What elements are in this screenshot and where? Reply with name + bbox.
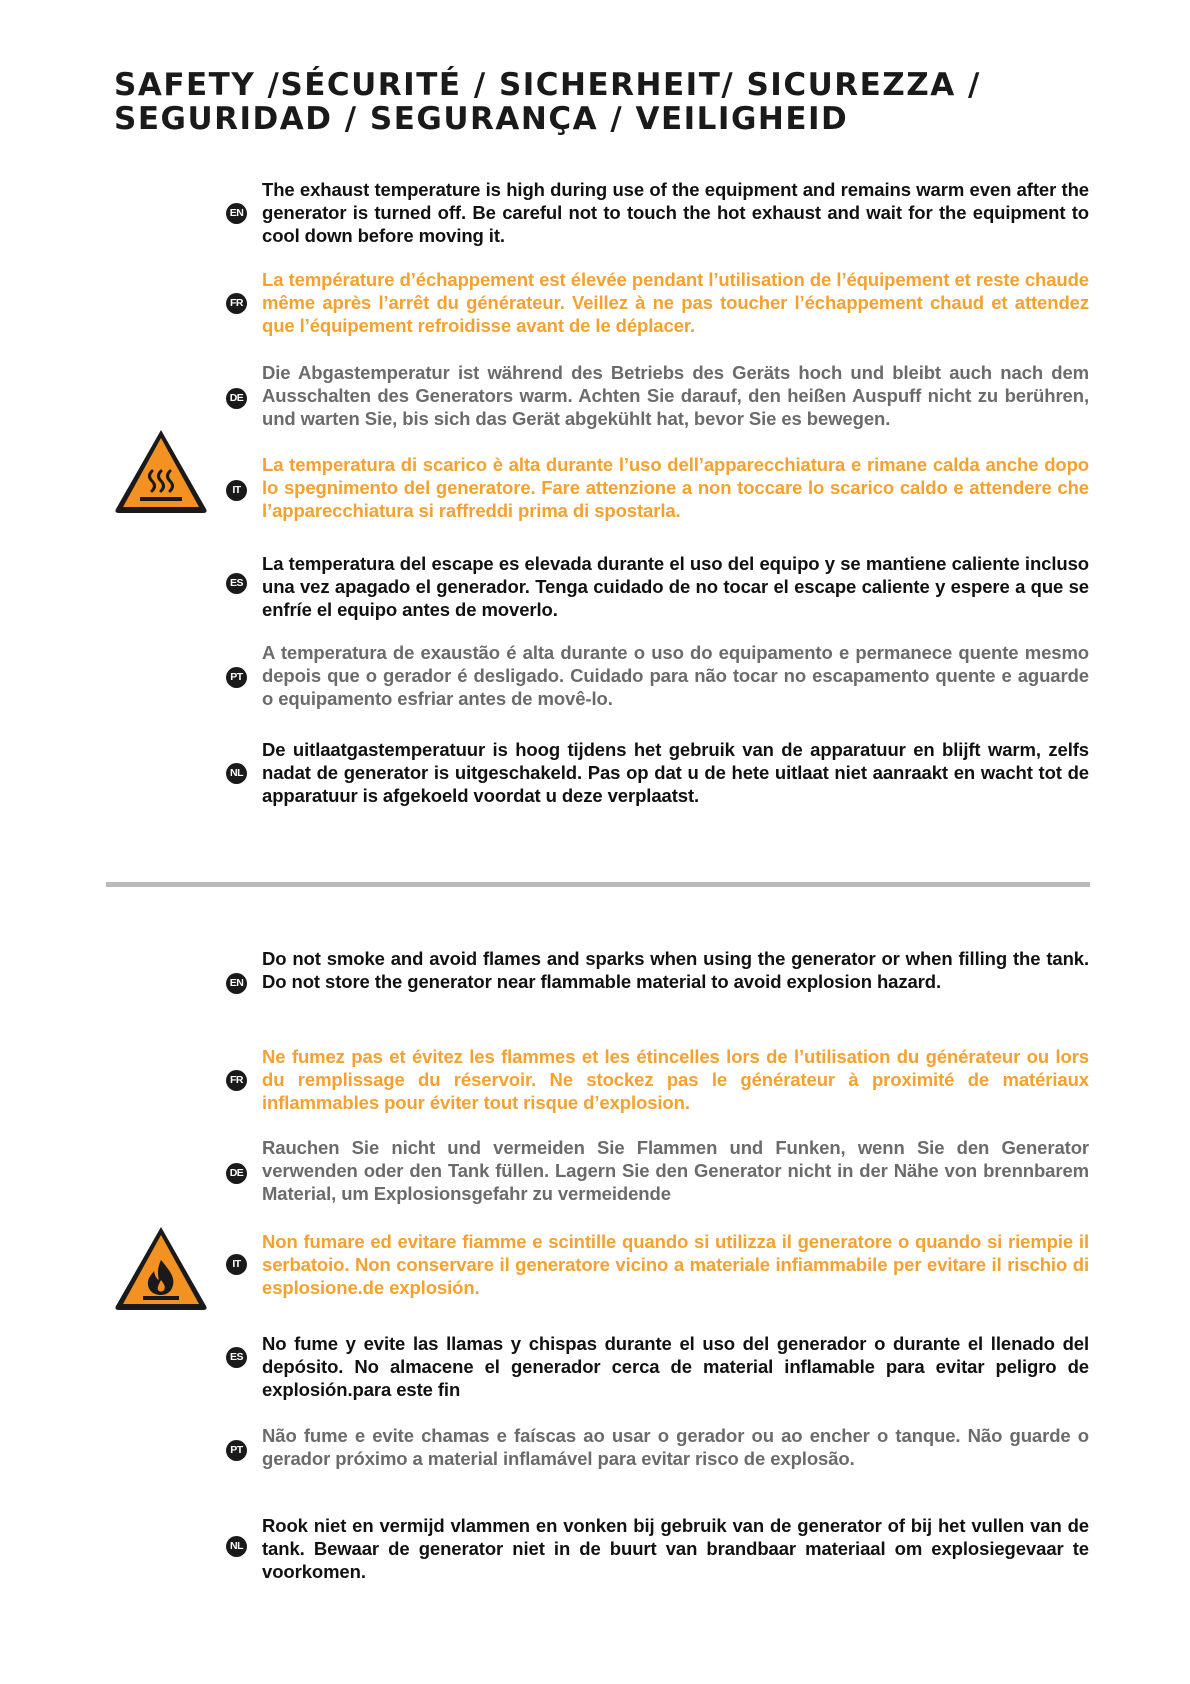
warning-text-pt: A temperatura de exaustão é alta durante o uso do equipamento e permanece quente mesmo depois que o gerador é desligado. Cuidado para não tocar no escapamento quente e aguarde o equipamento esfriar antes de movê-lo. xyxy=(262,642,1089,709)
language-badge-en: EN xyxy=(226,203,247,224)
fire-warning-text-de: Rauchen Sie nicht und vermeiden Sie Flammen und Funken, wenn Sie den Generator verwenden oder den Tank füllen. Lagern Sie den Generator nicht in der Nähe von brennbarem Material, um Explosionsgefahr zu vermeidende xyxy=(262,1137,1089,1204)
warning-text-it: La temperatura di scarico è alta durante l’uso dell’apparecchiatura e rimane calda anche dopo lo spegnimento del generatore. Fare attenzione a non toccare lo scarico caldo e attendere che l’apparecchiatura si raffreddi prima di spostarla. xyxy=(262,454,1089,521)
language-badge-it: IT xyxy=(226,480,247,501)
section-divider xyxy=(106,882,1090,887)
language-badge-es: ES xyxy=(226,573,247,594)
warning-text-de: Die Abgastemperatur ist während des Betriebs des Geräts hoch und bleibt auch nach dem Ausschalten des Generators warm. Achten Sie darauf, den heißen Auspuff nicht zu berühren, und warten Sie, bis sich das Gerät abgekühlt hat, bevor Sie es bewegen. xyxy=(262,362,1089,429)
page-title xyxy=(114,68,981,136)
fire-warning-text-pt: Não fume e evite chamas e faíscas ao usar o gerador ou ao encher o tanque. Não guarde o gerador próximo a material inflamável para evitar risco de explosão. xyxy=(262,1425,1089,1469)
language-badge-pt-2: PT xyxy=(226,1440,247,1461)
warning-text-nl: De uitlaatgastemperatuur is hoog tijdens het gebruik van de apparatuur en blijft warm, zelfs nadat de generator is uitgeschakeld. Pas op dat u de hete uitlaat niet aanraakt en wacht tot de apparatuur is afgekoeld voordat u deze verplaatst. xyxy=(262,739,1089,806)
language-badge-nl-2: NL xyxy=(226,1536,247,1557)
warning-text-fr: La température d’échappement est élevée pendant l’utilisation de l’équipement et reste chaude même après l’arrêt du générateur. Veillez à ne pas toucher l’échappement chaud et attendez que l’équipement refroidisse avant de le déplacer. xyxy=(262,269,1089,336)
fire-warning-text-fr: Ne fumez pas et évitez les flammes et les étincelles lors de l’utilisation du générateur ou lors du remplissage du réservoir. Ne stockez pas le générateur à proximité de matériaux inflammables pour éviter tout risque d’explosion. xyxy=(262,1046,1089,1113)
fire-warning-text-es: No fume y evite las llamas y chispas durante el uso del generador o durante el llenado del depósito. No almacene el generador cerca de material inflamable para evitar peligro de explosión.para este fin xyxy=(262,1333,1089,1400)
language-badge-de-2: DE xyxy=(226,1163,247,1184)
warning-text-es: La temperatura del escape es elevada durante el uso del equipo y se mantiene caliente incluso una vez apagado el generador. Tenga cuidado de no tocar el escape caliente y espere a que se enfríe el equipo antes de moverlo. xyxy=(262,553,1089,620)
language-badge-fr: FR xyxy=(226,293,247,314)
flammable-warning-icon xyxy=(113,1224,209,1312)
hot-surface-warning-icon xyxy=(113,427,209,515)
language-badge-pt: PT xyxy=(226,667,247,688)
language-badge-nl: NL xyxy=(226,763,247,784)
page-title-line-1: SAFETY /SÉCURITÉ / SICHERHEIT/ SICUREZZA / xyxy=(114,67,981,103)
fire-warning-text-nl: Rook niet en vermijd vlammen en vonken bij gebruik van de generator of bij het vullen van de tank. Bewaar de generator niet in de buurt van brandbaar materiaal om explosiegevaar te voorkomen. xyxy=(262,1515,1089,1582)
fire-warning-text-it: Non fumare ed evitare fiamme e scintille quando si utilizza il generatore o quando si riempie il serbatoio. Non conservare il generatore vicino a materiale infiammabile per evitare il rischio di esplosione.de explosión. xyxy=(262,1231,1089,1298)
language-badge-en-2: EN xyxy=(226,973,247,994)
warning-text-en: The exhaust temperature is high during use of the equipment and remains warm even after the generator is turned off. Be careful not to touch the hot exhaust and wait for the equipment to cool down before moving it. xyxy=(262,179,1089,246)
language-badge-es-2: ES xyxy=(226,1347,247,1368)
page-title-line-2: SEGURIDAD / SEGURANÇA / VEILIGHEID xyxy=(114,101,849,137)
language-badge-de: DE xyxy=(226,388,247,409)
fire-warning-text-en: Do not smoke and avoid flames and sparks when using the generator or when filling the tank. Do not store the generator near flammable material to avoid explosion hazard. xyxy=(262,948,1089,992)
language-badge-it-2: IT xyxy=(226,1254,247,1275)
language-badge-fr-2: FR xyxy=(226,1070,247,1091)
